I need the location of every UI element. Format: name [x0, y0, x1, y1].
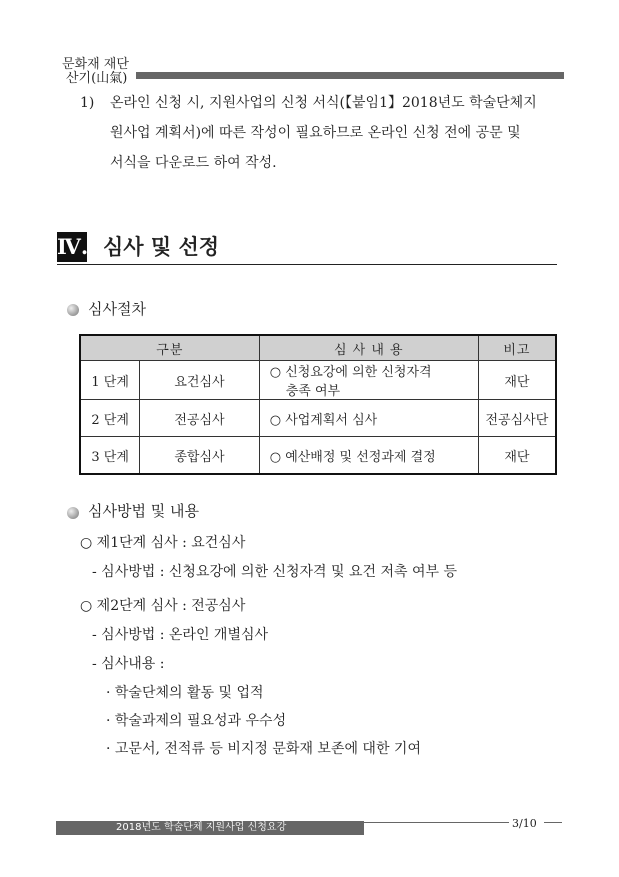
- procedure-title: 심사절차: [88, 300, 146, 318]
- footer-divider: [364, 822, 509, 823]
- intro-line-3: 서식을 다운로드 하여 작성.: [110, 155, 277, 171]
- header-content: 심 사 내 용: [259, 335, 478, 361]
- step-cell: 2 단계: [80, 400, 140, 437]
- type-cell: 요건심사: [140, 361, 259, 400]
- header-org: 문화재 재단: [62, 57, 129, 72]
- table-row: [80, 437, 556, 475]
- procedure-table: [79, 334, 557, 475]
- stage2-item: · 학술과제의 필요성과 우수성: [106, 713, 287, 729]
- stage1-heading: ○ 제1단계 심사 : 요건심사: [80, 535, 246, 551]
- note-cell: 재단: [478, 437, 556, 475]
- type-cell: 전공심사: [140, 400, 259, 437]
- stage2-item: · 고문서, 전적류 등 비지정 문화재 보존에 대한 기여: [106, 741, 421, 757]
- footer-title: 2018년도 학술단체 지원사업 신청요강: [116, 822, 287, 833]
- table-row: [80, 400, 556, 437]
- step-cell: 3 단계: [80, 437, 140, 475]
- intro-line-1: 1) 온라인 신청 시, 지원사업의 신청 서식(【붙임1】2018년도 학술단체지: [80, 88, 570, 118]
- content-cell: ○ 신청요강에 의한 신청자격 충족 여부: [259, 361, 478, 400]
- stage2-item: · 학술단체의 활동 및 업적: [106, 685, 264, 701]
- stage1-method: - 심사방법 : 신청요강에 의한 신청자격 및 요건 저촉 여부 등: [92, 564, 457, 580]
- footer-bar: [56, 821, 364, 835]
- method-title: 심사방법 및 내용: [88, 502, 199, 520]
- note-cell: 전공심사단: [478, 400, 556, 437]
- page-number: 3/10: [512, 817, 537, 830]
- header-note: 비고: [478, 335, 556, 361]
- section-number: Ⅳ.: [57, 232, 87, 262]
- section-divider: [57, 264, 557, 265]
- intro-number: 1): [80, 95, 95, 111]
- table-header-row: [80, 335, 556, 361]
- stage2-heading: ○ 제2단계 심사 : 전공심사: [80, 598, 246, 614]
- content-cell: ○ 사업계획서 심사: [259, 400, 478, 437]
- stage2-content-label: - 심사내용 :: [92, 656, 165, 672]
- footer-divider: [544, 822, 562, 823]
- header-bar: [136, 72, 564, 79]
- bullet-icon: [67, 507, 79, 519]
- table-row: [80, 361, 556, 400]
- intro-line-2: 원사업 계획서)에 따른 작성이 필요하므로 온라인 신청 전에 공문 및: [110, 125, 521, 141]
- type-cell: 종합심사: [140, 437, 259, 475]
- stage2-method: - 심사방법 : 온라인 개별심사: [92, 627, 269, 643]
- note-cell: 재단: [478, 361, 556, 400]
- header-group: 구분: [80, 335, 259, 361]
- bullet-icon: [67, 304, 79, 316]
- header-subtitle: 산기(山氣): [66, 71, 128, 86]
- content-cell: ○ 예산배정 및 선정과제 결정: [259, 437, 478, 475]
- section-title: 심사 및 선정: [103, 235, 220, 259]
- step-cell: 1 단계: [80, 361, 140, 400]
